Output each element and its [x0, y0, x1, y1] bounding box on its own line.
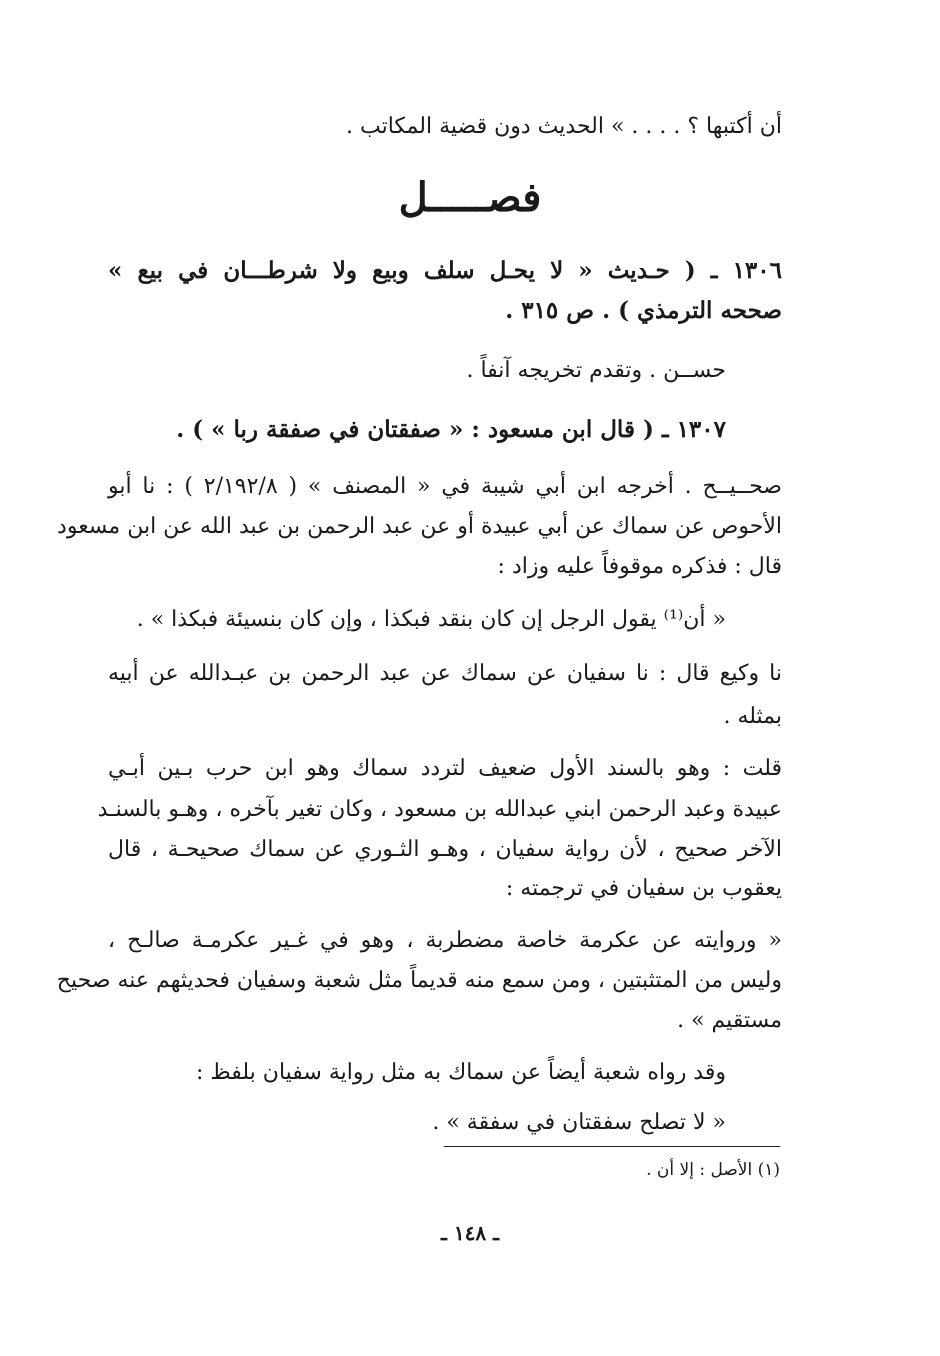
entry-1307-quote2-line1: « وروايته عن عكرمة خاصة مضطربة ، وهو في غـير عكرمـة صالـح ،: [108, 928, 782, 953]
entry-1307-quote2-line3: مستقيم » .: [677, 1008, 782, 1033]
section-heading: فصـــــل: [398, 174, 542, 221]
entry-1307-quote3: « لا تصلح سفقتان في سفقة » .: [432, 1110, 726, 1135]
entry-1307-para3-line2: عبيدة وعبد الرحمن ابني عبدالله بن مسعود ، وكان تغير بآخره ، وهـو بالسنـد: [97, 797, 782, 822]
intro-line: أن أكتبها ؟ . . . . » الحديث دون قضية المكاتب .: [345, 114, 782, 139]
entry-1307-para1-line2: الأحوص عن سماك عن أبي عبيدة أو عن عبد الرحمن بن عبد الله عن ابن مسعود: [57, 514, 782, 539]
entry-1306-line1: ١٣٠٦ ـ ( حـديث « لا يحـل سلف وبيع ولا شرطـــان في بيع »: [108, 257, 782, 284]
entry-1307-para3-line4: يعقوب بن سفيان في ترجمته :: [505, 876, 782, 901]
entry-1307-para2-line1: نا وكيع قال : نا سفيان عن سماك عن عبد الرحمن بن عبـدالله عن أبيه: [108, 661, 782, 686]
entry-1307-quote1: « أن⁽¹⁾ يقول الرجل إن كان بنقد فبكذا ، وإن كان بنسيئة فبكذا » .: [136, 607, 726, 632]
page-number: ـ ١٤٨ ـ: [441, 1221, 499, 1245]
entry-1307-para3-line1: قلت : وهو بالسند الأول ضعيف لتردد سماك وهو ابن حرب بـين أبـي: [108, 756, 782, 781]
entry-1307-line1: ١٣٠٧ ـ ( قال ابن مسعود : « صفقتان في صفقة ربا » ) .: [176, 416, 726, 443]
entry-1307-para4: وقد رواه شعبة أيضاً عن سماك به مثل رواية سفيان بلفظ :: [195, 1060, 726, 1085]
entry-1307-para1-line3: قال : فذكره موقوفاً عليه وزاد :: [497, 554, 782, 579]
entry-1307-para3-line3: الآخر صحيح ، لأن رواية سفيان ، وهـو الثـوري عن سماك صحيحـة ، قال: [108, 837, 782, 862]
entry-1307-para2-line2: بمثله .: [723, 704, 782, 729]
entry-1306-line2: صححه الترمذي ) . ص ٣١٥ .: [505, 297, 782, 324]
footnote-divider: [444, 1146, 780, 1147]
footnote: (١) الأصل : إلا أن .: [646, 1160, 780, 1180]
entry-1307-quote2-line2: وليس من المتثبتين ، ومن سمع منه قديماً مثل شعبة وسفيان فحديثهم عنه صحيح: [56, 968, 782, 993]
entry-1307-para1-line1: صحــيــح . أخرجه ابن أبي شيبة في « المصنف » ( ٢/١٩٢/٨ ) : نا أبو: [108, 474, 782, 499]
entry-1306-grade: حســن . وتقدم تخريجه آنفاً .: [466, 358, 726, 383]
